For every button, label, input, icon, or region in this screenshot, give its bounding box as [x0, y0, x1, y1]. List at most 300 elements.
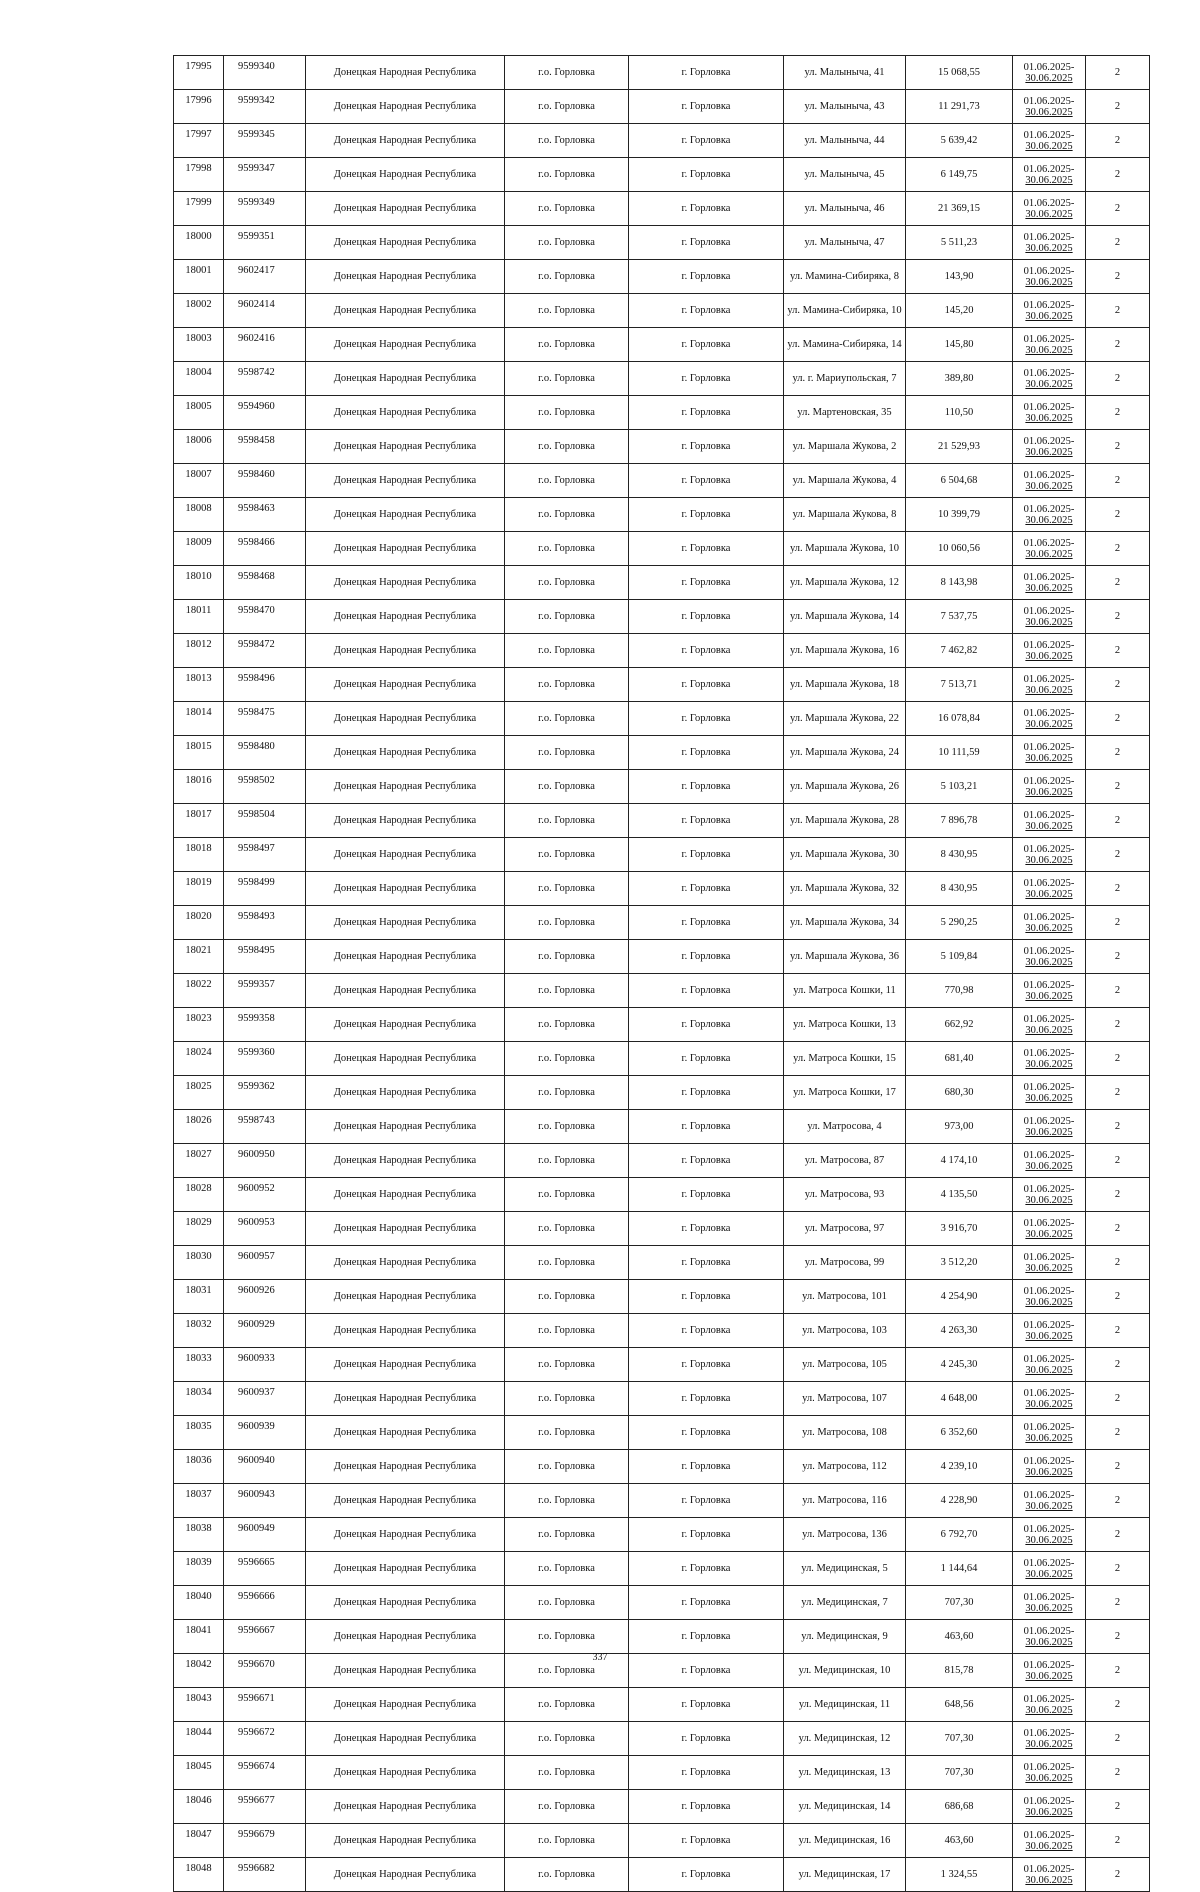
period-end: 30.06.2025	[1025, 1058, 1073, 1070]
region-cell: Донецкая Народная Республика	[306, 1858, 505, 1892]
period-cell	[1013, 1144, 1086, 1178]
object-code-cell: 9598499	[224, 872, 306, 906]
amount-cell: 4 648,00	[906, 1382, 1013, 1416]
period-cell	[1013, 1382, 1086, 1416]
amount-cell: 1 324,55	[906, 1858, 1013, 1892]
period-start: 01.06.2025-	[1023, 469, 1075, 481]
region-cell: Донецкая Народная Республика	[306, 396, 505, 430]
district-cell: г.о. Горловка	[505, 1382, 629, 1416]
amount-cell: 4 245,30	[906, 1348, 1013, 1382]
address-cell: ул. Маршала Жукова, 4	[784, 464, 906, 498]
table-row	[174, 1280, 1150, 1314]
period-end: 30.06.2025	[1025, 276, 1073, 288]
region-cell: Донецкая Народная Республика	[306, 940, 505, 974]
row-number-cell: 18032	[174, 1314, 224, 1348]
region-cell: Донецкая Народная Республика	[306, 736, 505, 770]
period-end: 30.06.2025	[1025, 854, 1073, 866]
category-cell: 2	[1086, 600, 1150, 634]
category-cell: 2	[1086, 1076, 1150, 1110]
row-number-cell: 18015	[174, 736, 224, 770]
address-cell: ул. Маршала Жукова, 30	[784, 838, 906, 872]
row-number-cell: 18041	[174, 1620, 224, 1654]
table-row	[174, 260, 1150, 294]
address-cell: ул. Матросова, 97	[784, 1212, 906, 1246]
amount-cell: 5 109,84	[906, 940, 1013, 974]
amount-cell: 4 254,90	[906, 1280, 1013, 1314]
object-code-cell: 9596672	[224, 1722, 306, 1756]
row-number-cell: 18047	[174, 1824, 224, 1858]
period-start: 01.06.2025-	[1023, 265, 1075, 277]
city-cell: г. Горловка	[629, 328, 784, 362]
row-number-cell: 18006	[174, 430, 224, 464]
category-cell: 2	[1086, 1688, 1150, 1722]
row-number-cell: 18007	[174, 464, 224, 498]
amount-cell: 686,68	[906, 1790, 1013, 1824]
address-cell: ул. Матросова, 101	[784, 1280, 906, 1314]
category-cell: 2	[1086, 1280, 1150, 1314]
amount-cell: 21 529,93	[906, 430, 1013, 464]
city-cell: г. Горловка	[629, 430, 784, 464]
district-cell: г.о. Горловка	[505, 1110, 629, 1144]
page-number: 337	[592, 1652, 608, 1663]
category-cell: 2	[1086, 668, 1150, 702]
period-start: 01.06.2025-	[1023, 605, 1075, 617]
amount-cell: 10 060,56	[906, 532, 1013, 566]
object-code-cell: 9596682	[224, 1858, 306, 1892]
district-cell: г.о. Горловка	[505, 600, 629, 634]
table-row	[174, 498, 1150, 532]
table-row	[174, 1450, 1150, 1484]
table-row	[174, 940, 1150, 974]
city-cell: г. Горловка	[629, 1756, 784, 1790]
district-cell: г.о. Горловка	[505, 974, 629, 1008]
address-cell: ул. Малыныча, 44	[784, 124, 906, 158]
object-code-cell: 9598496	[224, 668, 306, 702]
city-cell: г. Горловка	[629, 56, 784, 90]
district-cell: г.о. Горловка	[505, 1756, 629, 1790]
row-number-cell: 18021	[174, 940, 224, 974]
period-start: 01.06.2025-	[1023, 1455, 1075, 1467]
period-start: 01.06.2025-	[1023, 299, 1075, 311]
object-code-cell: 9598468	[224, 566, 306, 600]
period-start: 01.06.2025-	[1023, 945, 1075, 957]
object-code-cell: 9598475	[224, 702, 306, 736]
amount-cell: 145,80	[906, 328, 1013, 362]
amount-cell: 707,30	[906, 1756, 1013, 1790]
address-cell: ул. Маршала Жукова, 18	[784, 668, 906, 702]
city-cell: г. Горловка	[629, 1484, 784, 1518]
period-start: 01.06.2025-	[1023, 979, 1075, 991]
amount-cell: 7 462,82	[906, 634, 1013, 668]
category-cell: 2	[1086, 770, 1150, 804]
table-row	[174, 1008, 1150, 1042]
row-number-cell: 17995	[174, 56, 224, 90]
row-number-cell: 18046	[174, 1790, 224, 1824]
district-cell: г.о. Горловка	[505, 464, 629, 498]
object-code-cell: 9600939	[224, 1416, 306, 1450]
period-cell	[1013, 702, 1086, 736]
row-number-cell: 18036	[174, 1450, 224, 1484]
address-cell: ул. Маршала Жукова, 34	[784, 906, 906, 940]
object-code-cell: 9598472	[224, 634, 306, 668]
period-cell	[1013, 1076, 1086, 1110]
period-end: 30.06.2025	[1025, 1364, 1073, 1376]
period-start: 01.06.2025-	[1023, 1829, 1075, 1841]
period-start: 01.06.2025-	[1023, 435, 1075, 447]
object-code-cell: 9598458	[224, 430, 306, 464]
period-end: 30.06.2025	[1025, 1568, 1073, 1580]
period-end: 30.06.2025	[1025, 1670, 1073, 1682]
amount-cell: 707,30	[906, 1722, 1013, 1756]
city-cell: г. Горловка	[629, 838, 784, 872]
city-cell: г. Горловка	[629, 1246, 784, 1280]
district-cell: г.о. Горловка	[505, 362, 629, 396]
row-number-cell: 18030	[174, 1246, 224, 1280]
period-cell	[1013, 1552, 1086, 1586]
table-row	[174, 1824, 1150, 1858]
period-cell	[1013, 872, 1086, 906]
category-cell: 2	[1086, 1552, 1150, 1586]
period-start: 01.06.2025-	[1023, 707, 1075, 719]
amount-cell: 6 504,68	[906, 464, 1013, 498]
category-cell: 2	[1086, 192, 1150, 226]
category-cell: 2	[1086, 1722, 1150, 1756]
category-cell: 2	[1086, 532, 1150, 566]
address-cell: ул. Матросова, 103	[784, 1314, 906, 1348]
address-cell: ул. Маршала Жукова, 28	[784, 804, 906, 838]
region-cell: Донецкая Народная Республика	[306, 1212, 505, 1246]
period-start: 01.06.2025-	[1023, 1693, 1075, 1705]
period-end: 30.06.2025	[1025, 1092, 1073, 1104]
period-end: 30.06.2025	[1025, 1194, 1073, 1206]
period-start: 01.06.2025-	[1023, 163, 1075, 175]
category-cell: 2	[1086, 158, 1150, 192]
region-cell: Донецкая Народная Республика	[306, 1008, 505, 1042]
row-number-cell: 18029	[174, 1212, 224, 1246]
address-cell: ул. Матросова, 112	[784, 1450, 906, 1484]
address-cell: ул. Медицинская, 17	[784, 1858, 906, 1892]
city-cell: г. Горловка	[629, 906, 784, 940]
period-start: 01.06.2025-	[1023, 95, 1075, 107]
period-start: 01.06.2025-	[1023, 197, 1075, 209]
region-cell: Донецкая Народная Республика	[306, 1280, 505, 1314]
table-row	[174, 1416, 1150, 1450]
region-cell: Донецкая Народная Республика	[306, 1722, 505, 1756]
amount-cell: 143,90	[906, 260, 1013, 294]
period-end: 30.06.2025	[1025, 1228, 1073, 1240]
region-cell: Донецкая Народная Республика	[306, 1790, 505, 1824]
district-cell: г.о. Горловка	[505, 804, 629, 838]
object-code-cell: 9598502	[224, 770, 306, 804]
region-cell: Донецкая Народная Республика	[306, 1450, 505, 1484]
amount-cell: 4 263,30	[906, 1314, 1013, 1348]
city-cell: г. Горловка	[629, 396, 784, 430]
category-cell: 2	[1086, 328, 1150, 362]
period-cell	[1013, 362, 1086, 396]
object-code-cell: 9598497	[224, 838, 306, 872]
category-cell: 2	[1086, 1416, 1150, 1450]
object-code-cell: 9602414	[224, 294, 306, 328]
amount-cell: 1 144,64	[906, 1552, 1013, 1586]
category-cell: 2	[1086, 1484, 1150, 1518]
category-cell: 2	[1086, 1314, 1150, 1348]
period-start: 01.06.2025-	[1023, 1251, 1075, 1263]
period-end: 30.06.2025	[1025, 616, 1073, 628]
category-cell: 2	[1086, 90, 1150, 124]
category-cell: 2	[1086, 1654, 1150, 1688]
row-number-cell: 18033	[174, 1348, 224, 1382]
region-cell: Донецкая Народная Республика	[306, 1552, 505, 1586]
district-cell: г.о. Горловка	[505, 90, 629, 124]
city-cell: г. Горловка	[629, 124, 784, 158]
district-cell: г.о. Горловка	[505, 1586, 629, 1620]
region-cell: Донецкая Народная Республика	[306, 1518, 505, 1552]
row-number-cell: 17997	[174, 124, 224, 158]
address-cell: ул. Матросова, 107	[784, 1382, 906, 1416]
amount-cell: 4 228,90	[906, 1484, 1013, 1518]
period-start: 01.06.2025-	[1023, 1217, 1075, 1229]
address-cell: ул. Матросова, 87	[784, 1144, 906, 1178]
address-cell: ул. Медицинская, 13	[784, 1756, 906, 1790]
period-start: 01.06.2025-	[1023, 333, 1075, 345]
period-end: 30.06.2025	[1025, 378, 1073, 390]
object-code-cell: 9596665	[224, 1552, 306, 1586]
period-end: 30.06.2025	[1025, 412, 1073, 424]
period-start: 01.06.2025-	[1023, 571, 1075, 583]
table-row	[174, 736, 1150, 770]
table-row	[174, 396, 1150, 430]
amount-cell: 5 639,42	[906, 124, 1013, 158]
period-start: 01.06.2025-	[1023, 1115, 1075, 1127]
row-number-cell: 18017	[174, 804, 224, 838]
period-end: 30.06.2025	[1025, 922, 1073, 934]
district-cell: г.о. Горловка	[505, 1076, 629, 1110]
district-cell: г.о. Горловка	[505, 1212, 629, 1246]
period-end: 30.06.2025	[1025, 1874, 1073, 1886]
address-cell: ул. Матросова, 108	[784, 1416, 906, 1450]
table-row	[174, 566, 1150, 600]
row-number-cell: 18020	[174, 906, 224, 940]
period-cell	[1013, 192, 1086, 226]
region-cell: Донецкая Народная Республика	[306, 1246, 505, 1280]
object-code-cell: 9599362	[224, 1076, 306, 1110]
category-cell: 2	[1086, 1178, 1150, 1212]
table-row	[174, 974, 1150, 1008]
table-row	[174, 56, 1150, 90]
city-cell: г. Горловка	[629, 872, 784, 906]
period-end: 30.06.2025	[1025, 1126, 1073, 1138]
table-row	[174, 158, 1150, 192]
period-cell	[1013, 430, 1086, 464]
object-code-cell: 9596666	[224, 1586, 306, 1620]
city-cell: г. Горловка	[629, 226, 784, 260]
district-cell: г.о. Горловка	[505, 1008, 629, 1042]
object-code-cell: 9600949	[224, 1518, 306, 1552]
period-start: 01.06.2025-	[1023, 843, 1075, 855]
period-cell	[1013, 396, 1086, 430]
city-cell: г. Горловка	[629, 1620, 784, 1654]
period-end: 30.06.2025	[1025, 106, 1073, 118]
row-number-cell: 18005	[174, 396, 224, 430]
period-cell	[1013, 1008, 1086, 1042]
object-code-cell: 9598460	[224, 464, 306, 498]
address-cell: ул. Малыныча, 45	[784, 158, 906, 192]
table-row	[174, 1382, 1150, 1416]
amount-cell: 7 513,71	[906, 668, 1013, 702]
amount-cell: 15 068,55	[906, 56, 1013, 90]
city-cell: г. Горловка	[629, 566, 784, 600]
row-number-cell: 17999	[174, 192, 224, 226]
category-cell: 2	[1086, 294, 1150, 328]
period-start: 01.06.2025-	[1023, 1387, 1075, 1399]
address-cell: ул. Малыныча, 46	[784, 192, 906, 226]
city-cell: г. Горловка	[629, 1824, 784, 1858]
city-cell: г. Горловка	[629, 1688, 784, 1722]
period-start: 01.06.2025-	[1023, 1047, 1075, 1059]
period-start: 01.06.2025-	[1023, 877, 1075, 889]
region-cell: Донецкая Народная Республика	[306, 1416, 505, 1450]
amount-cell: 3 916,70	[906, 1212, 1013, 1246]
period-end: 30.06.2025	[1025, 1704, 1073, 1716]
category-cell: 2	[1086, 702, 1150, 736]
row-number-cell: 18008	[174, 498, 224, 532]
period-end: 30.06.2025	[1025, 174, 1073, 186]
address-cell: ул. Малыныча, 43	[784, 90, 906, 124]
table-row	[174, 328, 1150, 362]
row-number-cell: 18009	[174, 532, 224, 566]
category-cell: 2	[1086, 1620, 1150, 1654]
district-cell: г.о. Горловка	[505, 1722, 629, 1756]
period-end: 30.06.2025	[1025, 888, 1073, 900]
amount-cell: 4 174,10	[906, 1144, 1013, 1178]
region-cell: Донецкая Народная Республика	[306, 702, 505, 736]
table-row	[174, 1042, 1150, 1076]
period-end: 30.06.2025	[1025, 786, 1073, 798]
object-code-cell: 9599340	[224, 56, 306, 90]
object-code-cell: 9600929	[224, 1314, 306, 1348]
row-number-cell: 18002	[174, 294, 224, 328]
region-cell: Донецкая Народная Республика	[306, 90, 505, 124]
category-cell: 2	[1086, 872, 1150, 906]
city-cell: г. Горловка	[629, 362, 784, 396]
city-cell: г. Горловка	[629, 1110, 784, 1144]
region-cell: Донецкая Народная Республика	[306, 804, 505, 838]
table-row	[174, 702, 1150, 736]
address-cell: ул. г. Мариупольская, 7	[784, 362, 906, 396]
region-cell: Донецкая Народная Республика	[306, 1042, 505, 1076]
period-end: 30.06.2025	[1025, 1806, 1073, 1818]
district-cell: г.о. Горловка	[505, 124, 629, 158]
object-code-cell: 9598743	[224, 1110, 306, 1144]
period-start: 01.06.2025-	[1023, 1319, 1075, 1331]
period-cell	[1013, 1484, 1086, 1518]
period-end: 30.06.2025	[1025, 820, 1073, 832]
period-start: 01.06.2025-	[1023, 639, 1075, 651]
amount-cell: 110,50	[906, 396, 1013, 430]
row-number-cell: 18018	[174, 838, 224, 872]
table-row	[174, 1076, 1150, 1110]
address-cell: ул. Медицинская, 9	[784, 1620, 906, 1654]
category-cell: 2	[1086, 396, 1150, 430]
address-cell: ул. Матроса Кошки, 11	[784, 974, 906, 1008]
row-number-cell: 18019	[174, 872, 224, 906]
amount-cell: 7 896,78	[906, 804, 1013, 838]
amount-cell: 680,30	[906, 1076, 1013, 1110]
object-code-cell: 9600950	[224, 1144, 306, 1178]
district-cell: г.о. Горловка	[505, 498, 629, 532]
period-end: 30.06.2025	[1025, 140, 1073, 152]
amount-cell: 770,98	[906, 974, 1013, 1008]
object-code-cell: 9598463	[224, 498, 306, 532]
period-start: 01.06.2025-	[1023, 401, 1075, 413]
table-row	[174, 1552, 1150, 1586]
table-body	[174, 56, 1150, 1892]
table-row	[174, 1212, 1150, 1246]
district-cell: г.о. Горловка	[505, 1450, 629, 1484]
region-cell: Донецкая Народная Республика	[306, 906, 505, 940]
region-cell: Донецкая Народная Республика	[306, 1382, 505, 1416]
district-cell: г.о. Горловка	[505, 260, 629, 294]
object-code-cell: 9599351	[224, 226, 306, 260]
address-cell: ул. Мамина-Сибиряка, 8	[784, 260, 906, 294]
period-start: 01.06.2025-	[1023, 537, 1075, 549]
period-end: 30.06.2025	[1025, 956, 1073, 968]
region-cell: Донецкая Народная Республика	[306, 872, 505, 906]
region-cell: Донецкая Народная Республика	[306, 1824, 505, 1858]
category-cell: 2	[1086, 1790, 1150, 1824]
object-code-cell: 9598504	[224, 804, 306, 838]
table-row	[174, 1314, 1150, 1348]
region-cell: Донецкая Народная Республика	[306, 1688, 505, 1722]
period-end: 30.06.2025	[1025, 1330, 1073, 1342]
period-end: 30.06.2025	[1025, 1840, 1073, 1852]
table-row	[174, 90, 1150, 124]
period-end: 30.06.2025	[1025, 1296, 1073, 1308]
period-cell	[1013, 906, 1086, 940]
region-cell: Донецкая Народная Республика	[306, 158, 505, 192]
amount-cell: 815,78	[906, 1654, 1013, 1688]
amount-cell: 145,20	[906, 294, 1013, 328]
address-cell: ул. Малыныча, 41	[784, 56, 906, 90]
period-start: 01.06.2025-	[1023, 673, 1075, 685]
city-cell: г. Горловка	[629, 1654, 784, 1688]
address-cell: ул. Мартеновская, 35	[784, 396, 906, 430]
address-cell: ул. Медицинская, 11	[784, 1688, 906, 1722]
address-cell: ул. Матросова, 116	[784, 1484, 906, 1518]
row-number-cell: 18045	[174, 1756, 224, 1790]
district-cell: г.о. Горловка	[505, 1824, 629, 1858]
period-cell	[1013, 940, 1086, 974]
city-cell: г. Горловка	[629, 1212, 784, 1246]
city-cell: г. Горловка	[629, 770, 784, 804]
address-cell: ул. Маршала Жукова, 32	[784, 872, 906, 906]
period-start: 01.06.2025-	[1023, 1557, 1075, 1569]
category-cell: 2	[1086, 1110, 1150, 1144]
period-end: 30.06.2025	[1025, 1024, 1073, 1036]
city-cell: г. Горловка	[629, 668, 784, 702]
district-cell: г.о. Горловка	[505, 294, 629, 328]
city-cell: г. Горловка	[629, 1280, 784, 1314]
region-cell: Донецкая Народная Республика	[306, 1144, 505, 1178]
object-code-cell: 9599357	[224, 974, 306, 1008]
row-number-cell: 18014	[174, 702, 224, 736]
object-code-cell: 9600952	[224, 1178, 306, 1212]
period-start: 01.06.2025-	[1023, 1625, 1075, 1637]
district-cell: г.о. Горловка	[505, 1484, 629, 1518]
object-code-cell: 9598742	[224, 362, 306, 396]
address-cell: ул. Маршала Жукова, 36	[784, 940, 906, 974]
city-cell: г. Горловка	[629, 90, 784, 124]
